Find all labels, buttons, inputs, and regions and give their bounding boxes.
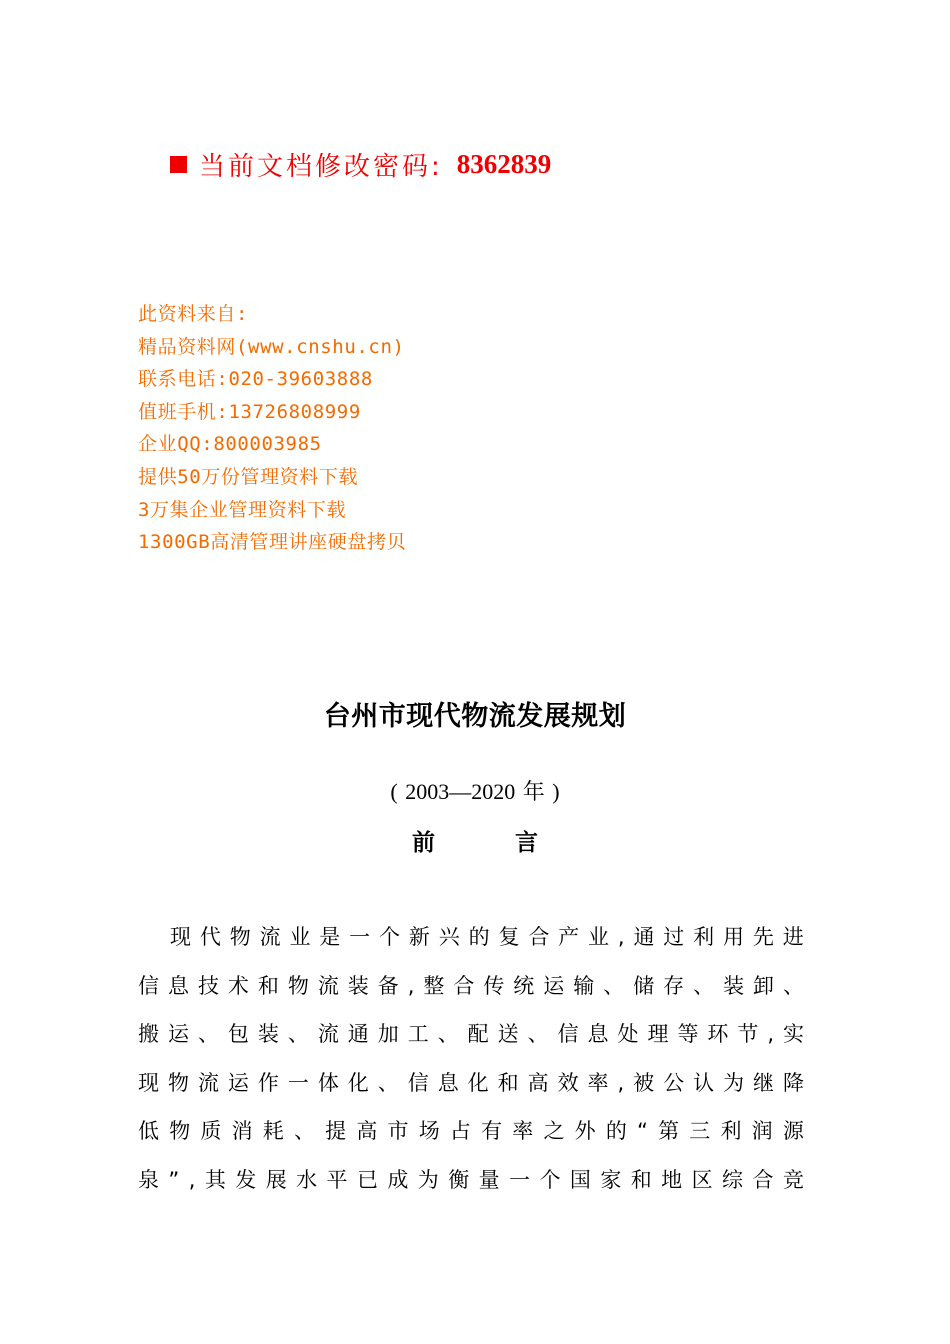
body-line: 泉 ” , 其 发 展 水 平 已 成 为 衡 量 一 个 国 家 和 地 区 综 合 竞 [138,1167,804,1192]
body-line: 现 物 流 运 作 一 体 化 、 信 息 化 和 高 效 率 , 被 公 认 为 继 降 [138,1070,804,1095]
body-line: 信 息 技 术 和 物 流 装 备 , 整 合 传 统 运 输 、 储 存 、 装 卸 、 [138,973,804,998]
preface-heading: 前言 [412,829,618,856]
body-line: 搬 运 、 包 装 、 流 通 加 工 、 配 送 、 信 息 处 理 等 环 节 , 实 [138,1022,804,1047]
source-line-offer-2: 3万集企业管理资料下载 [138,498,347,521]
source-line-phone: 联系电话:020-39603888 [138,368,373,391]
source-line-offer-3: 1300GB高清管理讲座硬盘拷贝 [138,531,407,554]
source-line-qq: 企业QQ:800003985 [138,433,322,456]
body-line: 低 物 质 消 耗 、 提 高 市 场 占 有 率 之 外 的 “ 第 三 利 润 源 [138,1119,804,1144]
source-line-website: 精品资料网(www.cnshu.cn) [138,335,405,358]
password-label: 当前文档修改密码: [199,151,443,182]
square-bullet-icon [170,156,187,173]
password-value: 8362839 [456,148,552,179]
body-line: 现 代 物 流 业 是 一 个 新 兴 的 复 合 产 业 , 通 过 利 用 先 进 [170,925,804,949]
document-period: ( 2003—2020 年 ) [390,779,560,804]
source-line-intro: 此资料来自: [138,303,249,325]
document-title: 台州市现代物流发展规划 [323,701,627,732]
preface-body [138,913,804,1205]
source-info-block [138,298,406,559]
source-line-offer-1: 提供50万份管理资料下载 [138,465,359,488]
password-notice [170,144,551,184]
source-line-mobile: 值班手机:13726808999 [138,400,361,423]
